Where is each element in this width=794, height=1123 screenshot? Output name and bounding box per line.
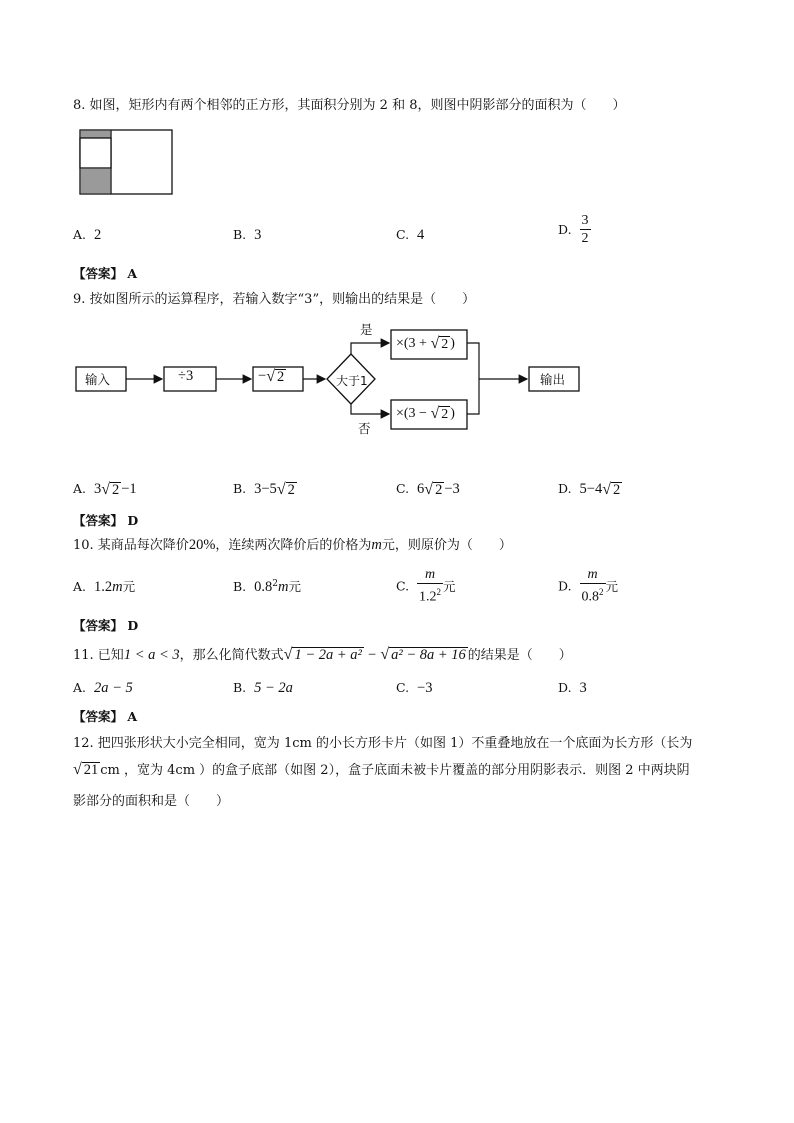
q8-option-d: D. $\frac{3}{2}$ (558, 213, 589, 246)
q12-line-3: 影部分的面积和是（ ） (73, 794, 230, 809)
q10-option-a: A. 1.2m元 (73, 579, 136, 595)
q8-stem: 8. 如图，矩形内有两个相邻的正方形，其面积分别为 2 和 8，则图中阴影部分的面积为（ ） (73, 98, 626, 113)
q8-figure (78, 128, 174, 196)
flow-divide-label: ÷3 (178, 368, 194, 384)
q9-option-d: D. 5−4 √ 2 (558, 481, 621, 498)
q11-option-c: C. −3 (396, 680, 433, 696)
q9-stem: 9. 按如图所示的运算程序，若输入数字“3”，则输出的结果是（ ） (73, 292, 476, 307)
q9-option-a: A. 3 √ 2 −1 (73, 481, 137, 498)
q11-stem: 11. 已知1 < a < 3，那么化简代数式 √ 1 − 2a + a² − √ a² − 8a + 16 的结果是（ ） (73, 646, 572, 663)
flow-yes-op: ×(3 + √ 2 ) (396, 335, 455, 352)
shaded-bottom-region (80, 168, 111, 194)
shaded-top-region (80, 130, 111, 138)
q11-answer: 【答案】 A (73, 709, 138, 724)
flow-no-op: ×(3 − √ 2 ) (396, 405, 455, 422)
q9-flowchart (70, 318, 590, 440)
q11-option-b: B. 5 − 2a (233, 680, 293, 696)
fraction: $\frac{3}{2}$ (581, 213, 589, 246)
q11-option-d: D. 3 (558, 680, 587, 696)
flow-no-label: 否 (358, 421, 371, 436)
q10-option-b: B. $0.8^2m$元 (233, 578, 301, 595)
q8-answer: 【答案】 A (73, 266, 138, 281)
q10-answer: 【答案】 D (73, 618, 139, 633)
q12-line-2: √ 21 cm ，宽为 4cm ）的盒子底部（如图 2），盒子底面未被卡片覆盖的部分用阴影表示．则图 2 中两块阴 (73, 761, 690, 778)
merge-line (467, 343, 479, 414)
q10-stem: 10. 某商品每次降价20%，连续两次降价后的价格为m元，则原价为（ ） (73, 537, 512, 553)
arrow-no (351, 404, 389, 414)
q12-line-1: 12. 把四张形状大小完全相同，宽为 1cm 的小长方形卡片（如图 1）不重叠地放在一个底面为长方形（长为 (73, 736, 693, 751)
small-square (80, 138, 111, 168)
q8-option-a: A. 2 (73, 227, 102, 243)
q8-option-b: B. 3 (233, 227, 262, 243)
flow-yes-label: 是 (360, 322, 373, 337)
flow-output-label: 输出 (540, 372, 566, 387)
flow-decision-label: 大于1 (336, 374, 368, 388)
flow-input-label: 输入 (85, 372, 111, 387)
q9-option-b: B. 3−5 √ 2 (233, 481, 295, 498)
flow-minus-sqrt: − √ 2 (258, 368, 285, 385)
q8-option-c: C. 4 (396, 227, 425, 243)
q10-option-c: C. $\frac{m}{1.2^2}$ 元 (396, 567, 456, 605)
q9-answer: 【答案】 D (73, 513, 139, 528)
q9-option-c: C. 6 √ 2 −3 (396, 481, 460, 498)
arrow-yes (351, 343, 389, 354)
q10-option-d: D. $\frac{m}{0.8^2}$ 元 (558, 567, 619, 605)
q11-option-a: A. 2a − 5 (73, 680, 133, 696)
